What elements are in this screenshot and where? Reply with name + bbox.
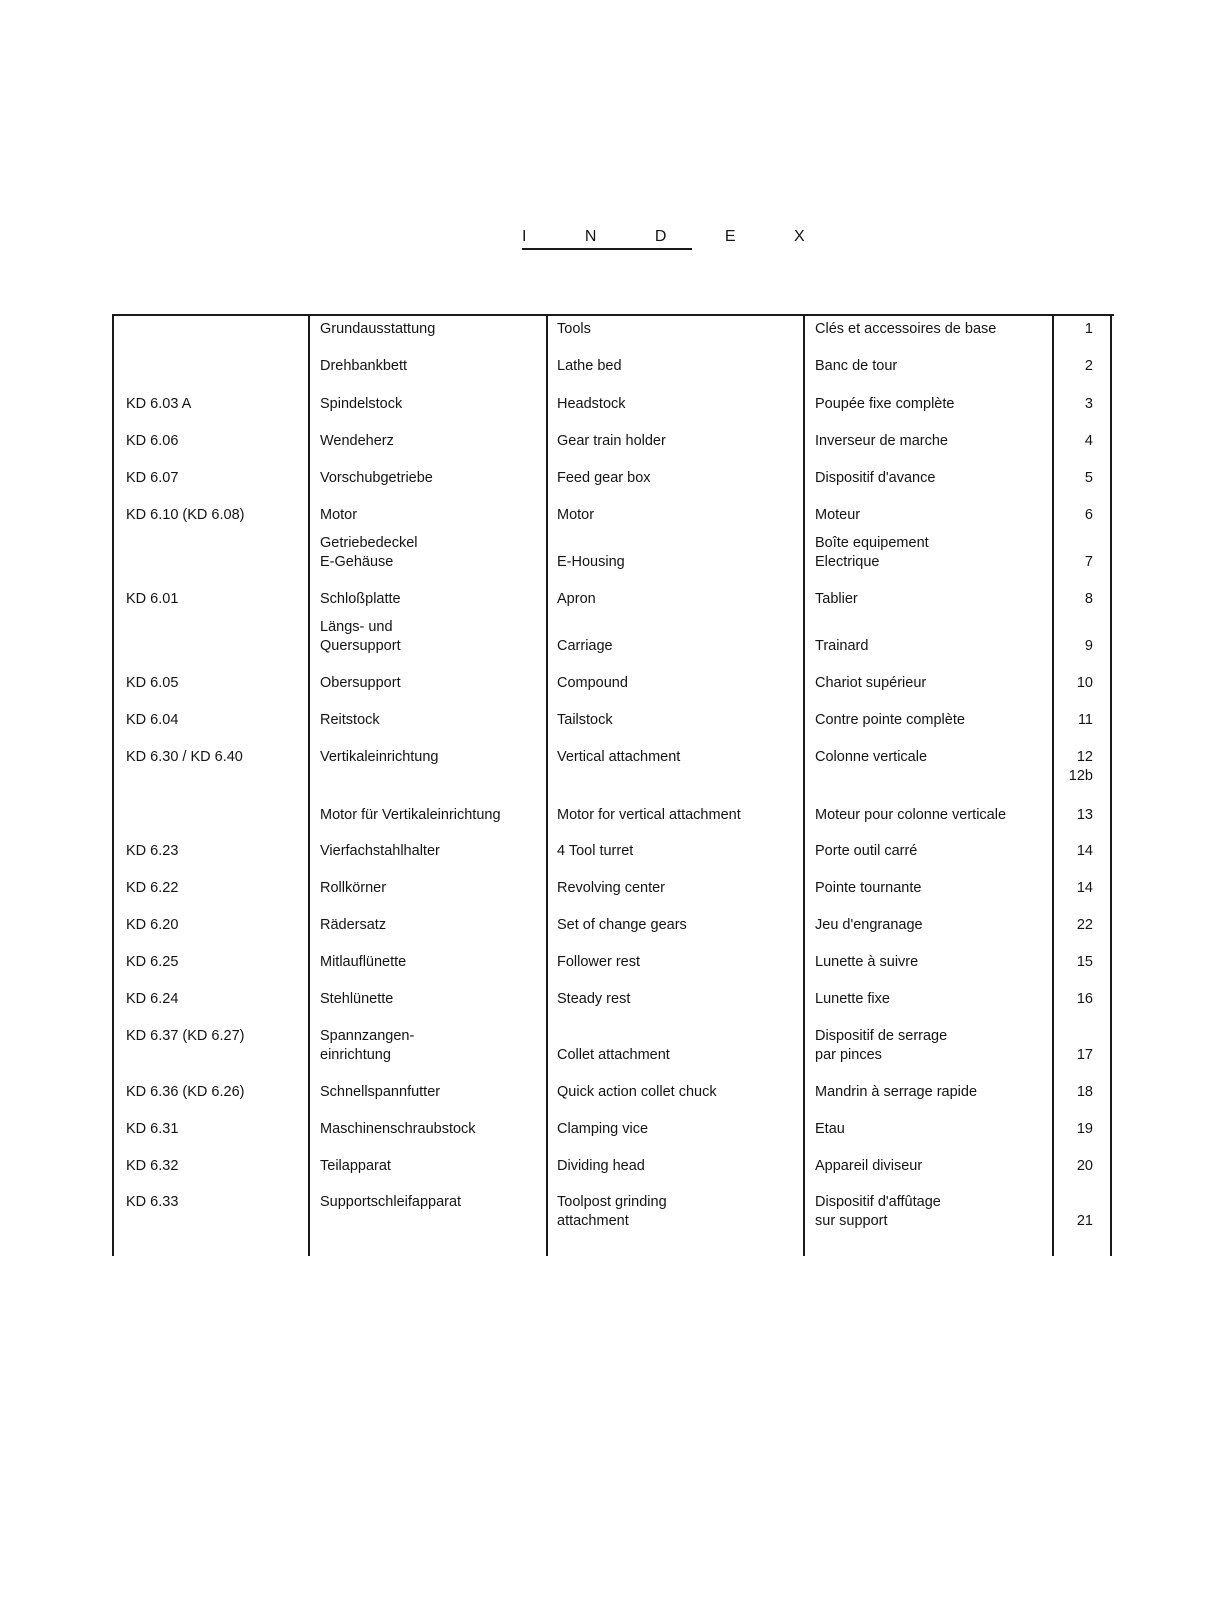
index-german-cell: Wendeherz <box>320 433 394 449</box>
index-page-cell: 19 <box>1076 1121 1093 1137</box>
index-french-cell: Contre pointe complète <box>815 712 965 728</box>
index-english-cell: 4 Tool turret <box>557 843 634 859</box>
index-code-cell: KD 6.32 <box>126 1158 179 1174</box>
index-french-cell: Lunette fixe <box>815 991 890 1007</box>
index-french-cell: Pointe tournante <box>815 880 922 896</box>
index-french-cell: Lunette à suivre <box>815 954 919 970</box>
index-english-cell: Vertical attachment <box>557 749 681 765</box>
index-german-cell: Stehlünette <box>320 991 394 1007</box>
index-french-cell: Dispositif de serrage par pinces <box>815 1028 948 1063</box>
index-english-cell: Lathe bed <box>557 358 622 374</box>
index-english-cell: Toolpost grinding attachment <box>557 1194 667 1229</box>
index-code-cell: KD 6.33 <box>126 1194 179 1210</box>
index-german-cell: Spannzangen- einrichtung <box>320 1028 415 1063</box>
index-english-cell: Follower rest <box>557 954 640 970</box>
index-code-cell: KD 6.30 / KD 6.40 <box>126 749 243 765</box>
index-german-cell: Rädersatz <box>320 917 387 933</box>
index-german-cell: Grundausstattung <box>320 321 436 337</box>
index-german-cell: Motor für Vertikaleinrichtung <box>320 807 501 823</box>
index-french-cell: Banc de tour <box>815 358 898 374</box>
index-code-cell: KD 6.25 <box>126 954 179 970</box>
index-german-cell: Rollkörner <box>320 880 387 896</box>
index-english-cell: Tools <box>557 321 591 337</box>
index-code-cell: KD 6.23 <box>126 843 179 859</box>
index-page-cell: 18 <box>1076 1084 1093 1100</box>
index-page-cell: 6 <box>1084 507 1093 523</box>
index-page-cell: 15 <box>1076 954 1093 970</box>
index-french-cell: Poupée fixe complète <box>815 396 955 412</box>
index-page-cell: 17 <box>1076 1047 1093 1063</box>
index-english-cell: Dividing head <box>557 1158 645 1174</box>
index-code-cell: KD 6.36 (KD 6.26) <box>126 1084 245 1100</box>
index-french-cell: Tablier <box>815 591 858 607</box>
index-french-cell: Moteur <box>815 507 861 523</box>
index-french-cell: Inverseur de marche <box>815 433 948 449</box>
index-german-cell: Maschinenschraubstock <box>320 1121 476 1137</box>
index-german-cell: Reitstock <box>320 712 380 728</box>
table-border-left <box>112 316 114 1256</box>
index-table <box>112 314 1114 1256</box>
index-german-cell: Mitlauflünette <box>320 954 407 970</box>
index-english-cell: Revolving center <box>557 880 665 896</box>
index-french-cell: Clés et accessoires de base <box>815 321 997 337</box>
index-code-cell: KD 6.10 (KD 6.08) <box>126 507 245 523</box>
index-page-cell: 20 <box>1076 1158 1093 1174</box>
index-english-cell: Motor for vertical attachment <box>557 807 741 823</box>
index-code-cell: KD 6.24 <box>126 991 179 1007</box>
index-english-cell: Headstock <box>557 396 626 412</box>
index-german-cell: Spindelstock <box>320 396 403 412</box>
index-page-cell: 13 <box>1076 807 1093 823</box>
index-english-cell: Set of change gears <box>557 917 687 933</box>
index-french-cell: Boîte equipement Electrique <box>815 535 929 570</box>
index-english-cell: Quick action collet chuck <box>557 1084 717 1100</box>
index-german-cell: Supportschleifapparat <box>320 1194 462 1210</box>
table-border-right <box>1110 316 1112 1256</box>
index-code-cell: KD 6.07 <box>126 470 179 486</box>
index-page-cell: 14 <box>1076 843 1093 859</box>
index-german-cell: Schloßplatte <box>320 591 401 607</box>
index-french-cell: Mandrin à serrage rapide <box>815 1084 978 1100</box>
index-english-cell: Apron <box>557 591 596 607</box>
index-page-cell: 7 <box>1084 554 1093 570</box>
index-page-cell: 21 <box>1076 1213 1093 1229</box>
column-divider-3 <box>803 316 805 1256</box>
index-french-cell: Moteur pour colonne verticale <box>815 807 1007 823</box>
index-page-cell: 22 <box>1076 917 1093 933</box>
index-code-cell: KD 6.06 <box>126 433 179 449</box>
index-german-cell: Drehbankbett <box>320 358 408 374</box>
index-french-cell: Appareil diviseur <box>815 1158 923 1174</box>
index-page-cell: 9 <box>1084 638 1093 654</box>
index-french-cell: Porte outil carré <box>815 843 918 859</box>
index-french-cell: Chariot supérieur <box>815 675 927 691</box>
index-code-cell: KD 6.20 <box>126 917 179 933</box>
index-english-cell: Gear train holder <box>557 433 666 449</box>
index-french-cell: Colonne verticale <box>815 749 928 765</box>
index-german-cell: Vorschubgetriebe <box>320 470 433 486</box>
index-english-cell: Motor <box>557 507 595 523</box>
index-page-cell: 10 <box>1076 675 1093 691</box>
index-german-cell: Getriebedeckel E-Gehäuse <box>320 535 418 570</box>
index-french-cell: Trainard <box>815 638 869 654</box>
index-german-cell: Vertikaleinrichtung <box>320 749 439 765</box>
index-german-cell: Motor <box>320 507 358 523</box>
index-english-cell: Compound <box>557 675 628 691</box>
index-english-cell: Steady rest <box>557 991 631 1007</box>
index-french-cell: Dispositif d'affûtage sur support <box>815 1194 941 1229</box>
index-german-cell: Obersupport <box>320 675 401 691</box>
index-code-cell: KD 6.37 (KD 6.27) <box>126 1028 245 1044</box>
column-divider-1 <box>308 316 310 1256</box>
index-english-cell: Feed gear box <box>557 470 651 486</box>
index-page-cell: 2 <box>1084 358 1093 374</box>
index-code-cell: KD 6.22 <box>126 880 179 896</box>
index-english-cell: Clamping vice <box>557 1121 649 1137</box>
index-code-cell: KD 6.05 <box>126 675 179 691</box>
index-page-cell: 16 <box>1076 991 1093 1007</box>
column-divider-4 <box>1052 316 1054 1256</box>
index-french-cell: Etau <box>815 1121 845 1137</box>
index-code-cell: KD 6.04 <box>126 712 179 728</box>
index-german-cell: Schnellspannfutter <box>320 1084 441 1100</box>
index-english-cell: E-Housing <box>557 554 625 570</box>
column-divider-2 <box>546 316 548 1256</box>
index-english-cell: Collet attachment <box>557 1047 670 1063</box>
index-page-cell: 3 <box>1084 396 1093 412</box>
index-code-cell: KD 6.01 <box>126 591 179 607</box>
index-page-cell: 5 <box>1084 470 1093 486</box>
index-code-cell: KD 6.03 A <box>126 396 192 412</box>
index-english-cell: Carriage <box>557 638 613 654</box>
index-french-cell: Jeu d'engranage <box>815 917 923 933</box>
index-page-cell: 1 <box>1084 321 1093 337</box>
index-page-cell: 8 <box>1084 591 1093 607</box>
index-page-cell: 12 12b <box>1068 749 1093 784</box>
index-german-cell: Vierfachstahlhalter <box>320 843 440 859</box>
page-title: I N D E X <box>522 228 692 250</box>
index-page-cell: 11 <box>1077 712 1093 728</box>
index-page-cell: 14 <box>1076 880 1093 896</box>
index-english-cell: Tailstock <box>557 712 613 728</box>
index-german-cell: Teilapparat <box>320 1158 391 1174</box>
index-code-cell: KD 6.31 <box>126 1121 179 1137</box>
index-page-cell: 4 <box>1084 433 1093 449</box>
index-german-cell: Längs- und Quersupport <box>320 619 401 654</box>
index-french-cell: Dispositif d'avance <box>815 470 936 486</box>
